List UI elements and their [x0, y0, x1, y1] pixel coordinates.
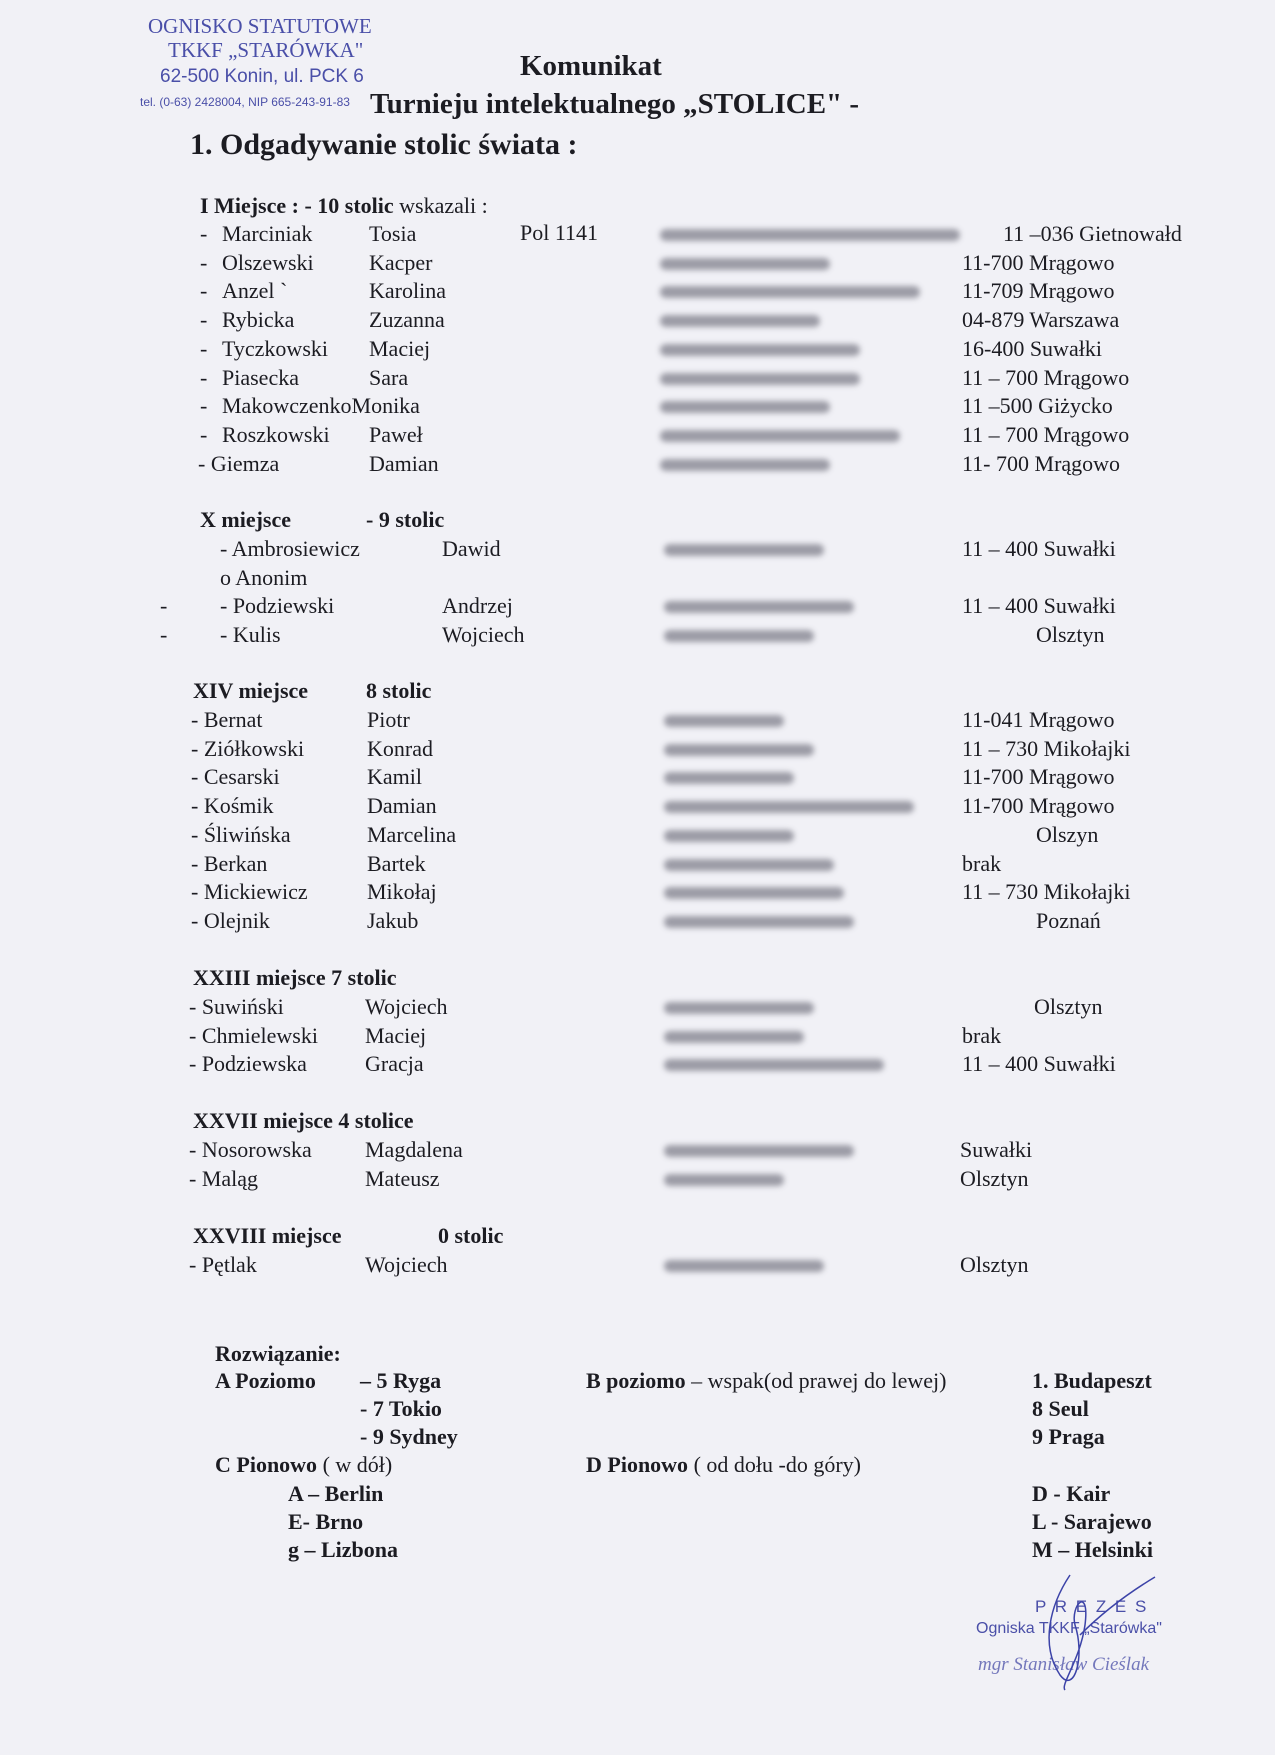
participant-location: 11 – 400 Suwałki: [962, 1051, 1116, 1077]
participant-last-name: Anzel `: [222, 278, 288, 304]
participant-last-name: - Mickiewicz: [191, 879, 308, 905]
group-4-heading: XXIII miejsce 7 stolic: [193, 965, 397, 990]
group-3-count: 8 stolic: [366, 678, 432, 703]
redacted-address: [664, 1059, 884, 1071]
list-item: [0, 1051, 1275, 1079]
redacted-address: [664, 887, 844, 899]
list-item: [0, 336, 1275, 364]
participant-last-name: - Berkan: [191, 850, 268, 876]
solution-d-label: D Pionowo ( od dołu -do góry): [586, 1452, 861, 1477]
participant-first-name: Maciej: [369, 335, 431, 361]
list-dash: -: [200, 421, 208, 447]
participant-location: 16-400 Suwałki: [962, 335, 1102, 361]
participant-first-name: Jakub: [367, 907, 419, 933]
participant-last-name: Olszewski: [222, 249, 314, 275]
list-dash: -: [200, 307, 208, 333]
group-2-count: - 9 stolic: [366, 507, 445, 532]
list-item: [0, 1137, 1275, 1165]
participant-first-name: Kacper: [369, 249, 433, 275]
stamp-line-3: 62-500 Konin, ul. PCK 6: [160, 66, 364, 87]
list-item: [0, 622, 1275, 650]
participant-location: 11 –036 Gietnowałd: [1003, 221, 1182, 246]
participant-first-name: Tosia: [369, 221, 417, 246]
handwritten-signature: [1030, 1565, 1170, 1700]
participant-last-name: - Maląg: [189, 1165, 259, 1191]
participant-first-name: Bartek: [367, 850, 426, 876]
solution-b-item: 9 Praga: [1032, 1424, 1105, 1449]
solution-c-label: C Pionowo ( w dół): [215, 1452, 393, 1477]
list-item: [0, 793, 1275, 821]
participant-last-name: Piasecka: [222, 364, 299, 390]
participant-last-name: - Bernat: [191, 707, 263, 732]
redacted-address: [660, 459, 830, 471]
participant-last-name: - Nosorowska: [189, 1137, 312, 1162]
redacted-address: [664, 715, 784, 727]
list-item: [0, 565, 1275, 593]
redacted-address: [660, 286, 920, 298]
list-item: [0, 536, 1275, 564]
list-item: [0, 393, 1275, 421]
participant-last-name: - Ziółkowski: [191, 735, 305, 761]
participant-first-name: Konrad: [367, 735, 433, 761]
list-item: [0, 593, 1275, 621]
participant-last-name: - Suwiński: [189, 994, 284, 1019]
solution-b-label: B poziomo – wspak(od prawej do lewej): [586, 1368, 947, 1393]
solution-a-label: A Poziomo: [215, 1368, 316, 1393]
group-5-heading: XXVII miejsce 4 stolice: [193, 1108, 414, 1133]
solution-c-item: g – Lizbona: [288, 1537, 399, 1562]
list-item: [0, 1023, 1275, 1051]
list-item: [0, 764, 1275, 792]
redacted-address: [664, 601, 854, 613]
participant-location: brak: [962, 850, 1002, 876]
signature-stamp-name: mgr Stanisław Cieślak: [978, 1654, 1150, 1675]
list-item: [0, 707, 1275, 735]
redacted-address: [664, 1002, 814, 1014]
redacted-address: [660, 315, 820, 327]
participant-location: 11- 700 Mrągowo: [962, 450, 1121, 476]
list-item: [0, 451, 1275, 479]
participant-location: 11 – 730 Mikołajki: [962, 735, 1131, 761]
participant-first-name: Marcelina: [367, 821, 457, 847]
redacted-address: [664, 772, 794, 784]
list-dash: -: [200, 364, 208, 390]
participant-location: 11 – 400 Suwałki: [962, 536, 1116, 561]
signature-stamp-org: Ogniska TKKF „Starówka": [976, 1620, 1162, 1637]
participant-first-name: Magdalena: [365, 1137, 463, 1162]
participant-location: Suwałki: [960, 1137, 1033, 1162]
list-item: [0, 1252, 1275, 1280]
participant-location: 11 –500 Giżycko: [962, 393, 1113, 419]
stamp-line-1: OGNISKO STATUTOWE: [148, 14, 372, 38]
participant-first-name: Mikołaj: [367, 879, 437, 905]
list-item: [0, 422, 1275, 450]
group-1-heading: I Miejsce : - 10 stolic wskazali :: [200, 193, 488, 218]
redacted-address: [660, 229, 960, 241]
participant-last-name: - Podziewska: [189, 1051, 307, 1077]
participant-last-name: MakowczenkoMonika: [222, 393, 420, 419]
list-item: [0, 822, 1275, 850]
group-6-count: 0 stolic: [438, 1223, 504, 1248]
signature-stamp-title: P R E Z E S: [1035, 1597, 1149, 1616]
solution-c-item: A – Berlin: [288, 1481, 384, 1506]
participant-last-name: - Chmielewski: [189, 1022, 318, 1048]
list-item: [0, 736, 1275, 764]
list-item: [0, 908, 1275, 936]
participant-location: Olsztyn: [1034, 994, 1103, 1019]
participant-first-name: Sara: [369, 364, 409, 390]
participant-last-name: - Olejnik: [191, 907, 270, 933]
participant-first-name: Piotr: [367, 707, 410, 732]
participant-last-name: Tyczkowski: [222, 335, 328, 361]
list-item: [0, 278, 1275, 306]
participant-first-name: Paweł: [369, 421, 423, 447]
redacted-address: [660, 344, 860, 356]
list-dash: -: [200, 278, 208, 304]
list-item: [0, 365, 1275, 393]
participant-last-name: - Podziewski: [220, 593, 335, 619]
participant-last-name: - Kośmik: [191, 793, 274, 819]
participant-first-name: Kamil: [367, 764, 422, 790]
section-heading: 1. Odgadywanie stolic świata :: [190, 128, 578, 161]
participant-last-name: - Ambrosiewicz: [220, 536, 360, 561]
solution-d-item: D - Kair: [1032, 1481, 1111, 1506]
redacted-address: [664, 1260, 824, 1272]
solution-b-item: 8 Seul: [1032, 1396, 1089, 1421]
participant-first-name: Andrzej: [442, 593, 513, 619]
participant-last-name: Rybicka: [222, 307, 295, 333]
participant-first-name: Wojciech: [365, 1252, 448, 1277]
list-item: [0, 221, 1275, 249]
redacted-address: [664, 859, 834, 871]
participant-location: 04-879 Warszawa: [962, 307, 1120, 333]
participant-location: 11 – 700 Mrągowo: [962, 421, 1130, 447]
redacted-address: [660, 258, 830, 270]
participant-location: 11 – 730 Mikołajki: [962, 879, 1131, 905]
participant-location: Olsztyn: [960, 1252, 1029, 1277]
participant-location: 11 – 400 Suwałki: [962, 593, 1116, 619]
participant-first-name: Karolina: [369, 278, 446, 304]
solution-heading: Rozwiązanie:: [215, 1341, 341, 1366]
group-3-heading: XIV miejsce: [193, 678, 309, 703]
list-dash: -: [200, 249, 208, 275]
group-1-extra-note: Pol 1141: [520, 220, 599, 245]
page-subtitle: Turnieju intelektualnego „STOLICE" -: [370, 88, 860, 120]
participant-location: 11-700 Mrągowo: [962, 793, 1115, 819]
participant-location: Olszyn: [1036, 821, 1099, 847]
participant-location: brak: [962, 1022, 1002, 1048]
group-6-heading: XXVIII miejsce: [193, 1223, 342, 1248]
solution-a-item: – 5 Ryga: [360, 1368, 442, 1393]
participant-last-name: - Cesarski: [191, 764, 280, 790]
list-item: [0, 994, 1275, 1022]
participant-location: 11-700 Mrągowo: [962, 764, 1115, 790]
list-item: [0, 250, 1275, 278]
list-item: [0, 307, 1275, 335]
redacted-address: [664, 544, 824, 556]
participant-location: Olsztyn: [1036, 622, 1105, 648]
redacted-address: [664, 744, 814, 756]
redacted-address: [660, 430, 900, 442]
participant-location: 11-709 Mrągowo: [962, 278, 1115, 304]
list-item: [0, 1166, 1275, 1194]
solution-c-item: E- Brno: [288, 1509, 364, 1534]
participant-first-name: Dawid: [442, 536, 501, 561]
redacted-address: [664, 630, 814, 642]
participant-location: 11-041 Mrągowo: [962, 707, 1115, 732]
participant-first-name: Wojciech: [442, 622, 525, 648]
participant-first-name: Wojciech: [365, 994, 448, 1019]
redacted-address: [660, 373, 860, 385]
participant-last-name: o Anonim: [220, 564, 308, 590]
solution-a-item: - 7 Tokio: [360, 1396, 442, 1421]
list-dash: -: [200, 393, 208, 419]
participant-location: 11-700 Mrągowo: [962, 249, 1115, 275]
redacted-address: [664, 916, 854, 928]
redacted-address: [664, 830, 794, 842]
participant-location: 11 – 700 Mrągowo: [962, 364, 1130, 390]
list-item: [0, 851, 1275, 879]
redacted-address: [664, 1174, 784, 1186]
list-dash: -: [200, 221, 208, 246]
participant-first-name: Maciej: [365, 1022, 427, 1048]
participant-first-name: Mateusz: [365, 1165, 440, 1191]
list-dash: -: [200, 335, 208, 361]
solution-d-item: M – Helsinki: [1032, 1537, 1154, 1562]
solution-a-item: - 9 Sydney: [360, 1424, 458, 1449]
stamp-line-2: TKKF „STARÓWKA": [168, 38, 364, 62]
participant-last-name: - Śliwińska: [191, 821, 291, 847]
page-title: Komunikat: [520, 50, 662, 82]
redacted-address: [664, 801, 914, 813]
list-item: [0, 879, 1275, 907]
group-2-heading: X miejsce: [200, 507, 292, 532]
participant-location: Olsztyn: [960, 1165, 1029, 1191]
participant-last-name: - Kulis: [220, 622, 281, 648]
margin-dash: -: [160, 593, 168, 619]
participant-last-name: - Giemza: [198, 450, 280, 476]
participant-first-name: Zuzanna: [369, 307, 445, 333]
solution-b-item: 1. Budapeszt: [1032, 1368, 1152, 1393]
solution-d-item: L - Sarajewo: [1032, 1509, 1152, 1534]
redacted-address: [664, 1145, 854, 1157]
participant-last-name: Marciniak: [222, 221, 313, 246]
margin-dash: -: [160, 622, 168, 648]
participant-location: Poznań: [1036, 907, 1101, 933]
redacted-address: [664, 1031, 804, 1043]
participant-first-name: Damian: [367, 793, 437, 819]
participant-last-name: - Pętlak: [189, 1252, 257, 1277]
participant-first-name: Gracja: [365, 1051, 424, 1077]
participant-last-name: Roszkowski: [222, 421, 330, 447]
redacted-address: [660, 401, 830, 413]
participant-first-name: Damian: [369, 450, 439, 476]
stamp-line-4: tel. (0-63) 2428004, NIP 665-243-91-83: [140, 95, 350, 109]
